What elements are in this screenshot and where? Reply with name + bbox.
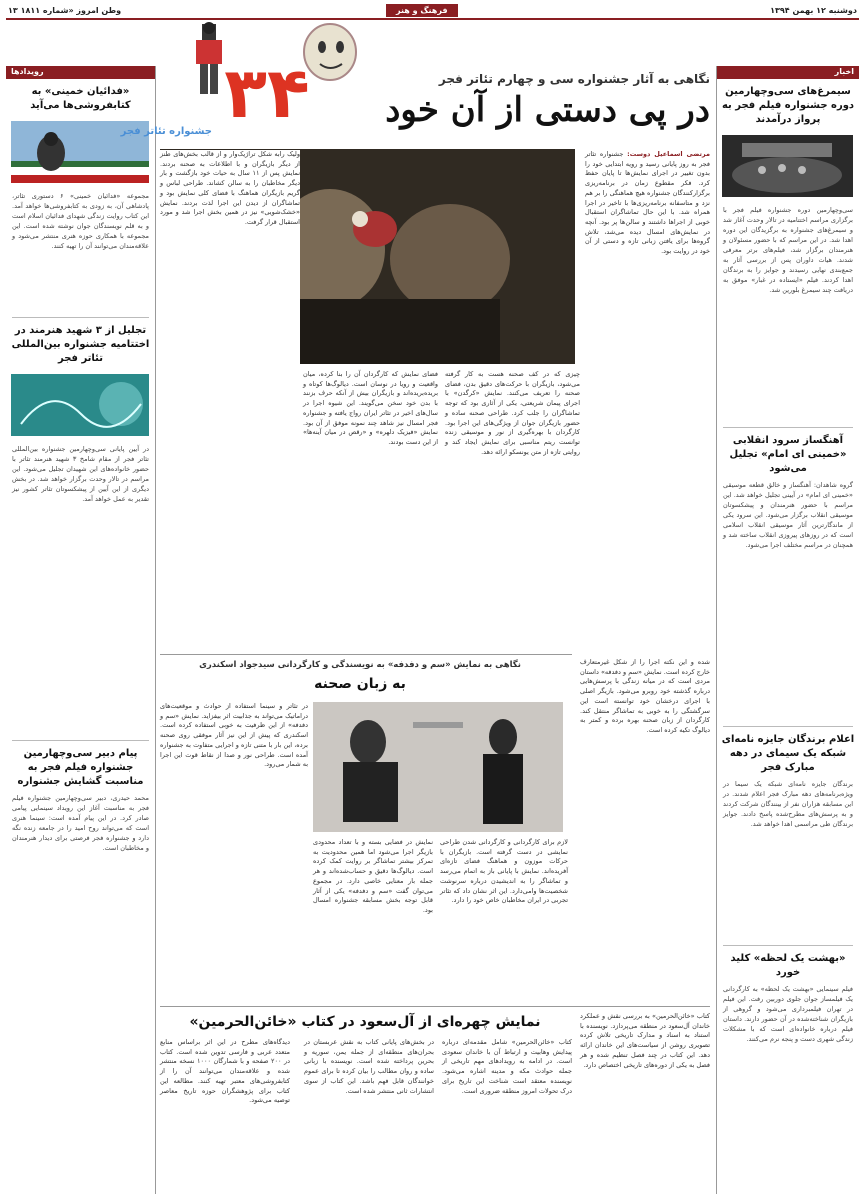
news-body: محمد حیدری، دبیر سی‌وچهارمین جشنواره فیلم فجر به مناسبت آغاز این رویداد سینمایی پیامی صادر کرد. در این پیام آمده است: سینما هنری است که می‌تواند روح امید را در جامعه زنده نگه دارد و جشنواره فجر فرصتی برای دیدار هنرمندان و مخاطبان است.	[12, 794, 149, 852]
right-column-header: اخبار	[717, 66, 859, 79]
article2-kicker: نگاهی به نمایش «سم و دفدفه» به نویسندگی و کارگردانی سیدجواد اسکندری	[199, 660, 521, 670]
article3-column: کتاب «خائن‌الحرمین» شامل مقدمه‌ای درباره پیدایش وهابیت و ارتباط آن با خاندان سعودی است. در ادامه به رویدادهای مهم تاریخی از جمله حوادث مکه و مدینه اشاره می‌شود. نویسنده معتقد است شناخت این تاریخ برای درک تحولات امروز منطقه ضروری است.	[442, 1038, 572, 1095]
logo-number: ۳۴	[224, 52, 310, 134]
article3-column: کتاب «خائن‌الحرمین» به بررسی نقش و عملکرد خاندان آل‌سعود در منطقه می‌پردازد. نویسنده با استناد به اسناد و مدارک تاریخی تلاش کرده تصویری روشن از سیاست‌های این خاندان ارائه دهد. این کتاب در چند فصل تنظیم شده و هر فصل به یکی از دوره‌های تاریخی اختصاص دارد.	[580, 1012, 710, 1069]
news-title[interactable]: پیام دبیر سی‌وچهارمین جشنواره فیلم فجر به مناسبت گشایش جشنواره	[17, 748, 144, 787]
news-title[interactable]: تجلیل از ۳ شهید هنرمند در اختتامیه جشنواره بین‌المللی تئاتر فجر	[11, 325, 150, 364]
news-body: فیلم سینمایی «بهشت یک لحظه» به کارگردانی یک فیلمساز جوان جلوی دوربین رفت. این فیلم در تهران فیلمبرداری می‌شود و گروهی از بازیگران شناخته‌شده در آن حضور دارند. داستان فیلم درباره خانواده‌ای است که با مشکلات زندگی شهری دست و پنجه نرم می‌کنند.	[723, 985, 853, 1043]
article3-headline[interactable]: نمایش چهره‌ای از آل‌سعود در کتاب «خائن‌الحرمین»	[189, 1014, 541, 1030]
article-headline[interactable]: در پی دستی از آن خود	[385, 90, 710, 130]
theater-poster	[11, 374, 149, 436]
main-content	[120, 22, 710, 1194]
article3-column: دیدگاه‌های مطرح در این اثر براساس منابع متعدد عربی و فارسی تدوین شده است. کتاب در ۲۰۰ صفحه و با شمارگان ۱۰۰۰ نسخه منتشر شده و علاقه‌مندان می‌توانند آن را از کتابفروشی‌های معتبر تهیه کنند. مطالعه این کتاب برای پژوهشگران حوزه تاریخ معاصر توصیه می‌شود.	[160, 1038, 290, 1105]
article2-column: لازم برای کارگردانی و کارگردانی شدن طراحی نمایشی در دست گرفته است. بازیگران با حرکات موزون و هماهنگ فضای تازه‌ای آفریده‌اند. نمایش با پایانی باز به اتمام می‌رسد و تماشاگر را به اندیشیدن درباره سرنوشت شخصیت‌ها وامی‌دارد. این اثر نشان داد که تئاتر تجربی در ایران مخاطبان خاص خود را دارد.	[440, 838, 568, 905]
article2-headline[interactable]: به زبان صحنه	[314, 676, 406, 692]
news-title[interactable]: «بهشت یک لحظه» کلید خورد	[730, 953, 846, 978]
page-header	[6, 4, 859, 20]
news-body: برندگان جایزه نامه‌ای شبکه یک سیما در ویژه‌برنامه‌های دهه مبارک فجر اعلام شدند. در این مسابقه هزاران نفر از بینندگان شرکت کردند و به پرسش‌های مطرح‌شده پاسخ دادند. جوایز برندگان طی مراسمی اهدا خواهد شد.	[723, 780, 853, 828]
news-body: در آیین پایانی سی‌وچهارمین جشنواره بین‌المللی تئاتر فجر از مقام شامخ ۳ شهید هنرمند تئاتر با حضور خانواده‌های این شهیدان تجلیل می‌شود. این مراسم در تالار وحدت برگزار خواهد شد. در بخش دیگری از این آیین از پیشکسوتان تئاتر کشور نیز تقدیر به عمل خواهد آمد.	[12, 445, 149, 503]
article-column: چیزی که در کف صحنه هست به کار گرفته می‌شود، بازیگران با حرکت‌های دقیق بدن، فضای صحنه را تعریف می‌کنند. نمایش «کرگدن» با اجرای پیمان شریعتی، یکی از آثاری بود که توجه تماشاگران را جلب کرد. طراحی صحنه ساده و حضور بازیگران جوان از ویژگی‌های این اجرا بود. کارگردان با بهره‌گیری از نور و موسیقی زنده توانست ریتم مناسبی برای نمایش ایجاد کند و روایتی تازه از متن یونسکو ارائه دهد.	[445, 370, 580, 456]
festival-logo	[120, 22, 367, 140]
logo-label: جشنواره تئاتر فجر	[120, 126, 212, 137]
article2-column: شده و این نکته اجرا را از شکل غیرمتعارف خارج کرده است. نمایش «سم و دفدفه» داستان مردی است که در میانه زندگی با پرسش‌هایی درباره گذشته خود روبرو می‌شود. بازیگر اصلی با اجرای درخشان خود توانسته است این سرگشتگی را به خوبی به تماشاگر منتقل کند. کارگردان از زبان صحنه بهره برده و کمتر به دیالوگ تکیه کرده است.	[580, 658, 710, 734]
article3-column: در بخش‌های پایانی کتاب به نقش عربستان در بحران‌های منطقه‌ای از جمله یمن، سوریه و بحرین پرداخته شده است. نویسنده با زبانی ساده و روان مطالب را بیان کرده تا برای عموم خوانندگان قابل فهم باشد. این کتاب از سوی انتشارات ثانی منتشر شده است.	[304, 1038, 434, 1095]
news-title[interactable]: اعلام برندگان جایزه نامه‌ای شبکه یک سیمای در دهه مبارک فجر	[721, 734, 855, 773]
article-column: فضای نمایش که کارگردان آن را بنا کرده، میان واقعیت و رویا در نوسان است. دیالوگ‌ها کوتاه و بریده‌بریده‌اند و بازیگران بیش از آنکه حرف بزنند با بدن خود سخن می‌گویند. این شیوه اجرا در سال‌های اخیر در تئاتر ایران رواج یافته و جشنواره فجر امسال نیز شاهد چند نمونه موفق از آن بود. نمایش «فیزیک دلهره» و «رقص در میان آینه‌ها» از این دست بودند.	[303, 370, 438, 446]
news-body: سی‌وچهارمین دوره جشنواره فیلم فجر با برگزاری مراسم اختتامیه در تالار وحدت آغاز شد و سیمرغ‌های جشنواره به برگزیدگان این دوره اهدا شد. در این مراسم که با حضور مسئولان و هنرمندان برگزار شد، فیلم‌های برتر معرفی شدند. هیات داوران پس از بررسی آثار به جمع‌بندی نهایی رسیدند و جوایز را به برندگان اهدا کردند. فیلم «ایستاده در غبار» موفق به دریافت چند سیمرغ بلورین شد.	[723, 206, 853, 294]
lead-text: جشنواره تئاتر فجر به روز پایانی رسید و رویه ابتدایی خود را بدون تغییر در اجرای نمایش‌ها تا پایان حفظ کرد. فکر مقطوع زمان در برنامه‌ریزی برگزارکنندگان جشنواره هیچ هماهنگی را بر هم نزد و متاسفانه برنامه‌ریزی‌ها با تاخیر در اجرا همراه شد. با این حال تماشاگران استقبال خوبی از اجراها داشتند و سالن‌ها پر بود. آنچه در نمایش‌های امسال دیده می‌شد، تلاش گروه‌ها برای یافتن زبانی تازه و دستی از آن خود در روایت بود.	[585, 150, 710, 256]
article-lead	[585, 150, 710, 650]
article2-column: نمایش در فضایی بسته و با تعداد محدودی بازیگر اجرا می‌شود اما همین محدودیت به تمرکز بیشتر تماشاگر بر روایت کمک کرده است. دیالوگ‌ها دقیق و حساب‌شده‌اند و هر جمله بار معنایی خاصی دارد. در مجموع می‌توان گفت «سم و دفدفه» یکی از آثار قابل توجه بخش مسابقه جشنواره امسال بود.	[313, 838, 433, 914]
article-author: مرتضی اسماعیل دوست:	[627, 150, 710, 158]
divider	[723, 945, 853, 946]
article-divider	[160, 1006, 710, 1007]
actors-photo	[313, 702, 563, 832]
article-divider	[160, 654, 572, 655]
article-column: ولیک رابه شکل تراژیک‌وار و از قالب بخش‌های طنز از دیگر بازیگران و با اطلاعات به صحنه بردند. نمایش پس از ۱۱ سال به حیات خود بازگشت و بار دیگر مخاطبان را به سالن کشاند. طراحی لباس و گریم بازیگران هماهنگ با فضای کلی نمایش بود و تماشاگران از دیدن این اجرا لذت بردند. نمایش «خشک‌شویی» نیز در همین بخش اجرا شد و مورد استقبال قرار گرفت.	[160, 150, 300, 650]
article-kicker: نگاهی به آثار جشنواره سی و چهارم تئاتر فجر	[438, 72, 710, 86]
paper-name: وطن امروز «شماره ۱۸۱۱ ۱۳	[8, 6, 122, 15]
left-column-header: رویدادها	[6, 66, 155, 79]
left-events-column	[6, 66, 156, 1194]
festival-photo	[722, 135, 853, 197]
divider	[723, 726, 853, 727]
news-title[interactable]: «فدائیان خمینی» به کتابفروشی‌ها می‌آید	[30, 86, 131, 111]
news-title[interactable]: سیمرغ‌های سی‌و‌چهارمین دوره جشنواره فیلم فجر به پرواز درآمدند	[721, 86, 855, 125]
divider	[12, 740, 149, 741]
divider	[723, 427, 853, 428]
section-label: فرهنگ و هنر	[386, 4, 458, 17]
news-body: گروه شاهدان: آهنگساز و خالق قطعه موسیقی «خمینی ای امام» در آیینی تجلیل خواهد شد. این مراسم با حضور هنرمندان و پیشکسوتان موسیقی انقلاب برگزار می‌شود. این سرود یکی از ماندگارترین آثار موسیقی انقلاب اسلامی است که در روزهای پیروزی انقلاب ساخته شد و همچنان در مراسم مختلف اجرا می‌شود.	[723, 481, 853, 549]
issue-date: دوشنبه ۱۲ بهمن ۱۳۹۴	[770, 6, 857, 15]
right-news-column	[716, 66, 859, 1194]
news-title[interactable]: آهنگساز سرود انقلابی «خمینی ای امام» تجلیل می‌شود	[729, 435, 847, 474]
divider	[12, 317, 149, 318]
news-body: مجموعه «فدائیان خمینی» ۶ دستوری تئاتر، پادشاهی آن، به زودی به کتابفروشی‌ها خواهد آمد. این کتاب روایت زندگی شهدای فدائیان اسلام است و به قلم نویسندگان جوان نوشته شده است. این مجموعه با همکاری حوزه هنری منتشر می‌شود و علاقه‌مندان می‌توانند آن را تهیه کنند.	[12, 192, 149, 250]
article2-column: در تئاتر و سینما استفاده از حوادث و موقعیت‌های دراماتیک می‌تواند به جذابیت اثر بیفزاید. نمایش «سم و دفدفه» از این ظرفیت به خوبی استفاده کرده است. اسکندری که پیش از این نیز آثار موفقی روی صحنه برده، این بار با متنی تازه و اجرایی متفاوت به جشنواره آمده است. طراحی نور و صدا از نقاط قوت این اجرا به شمار می‌رود.	[160, 702, 308, 769]
